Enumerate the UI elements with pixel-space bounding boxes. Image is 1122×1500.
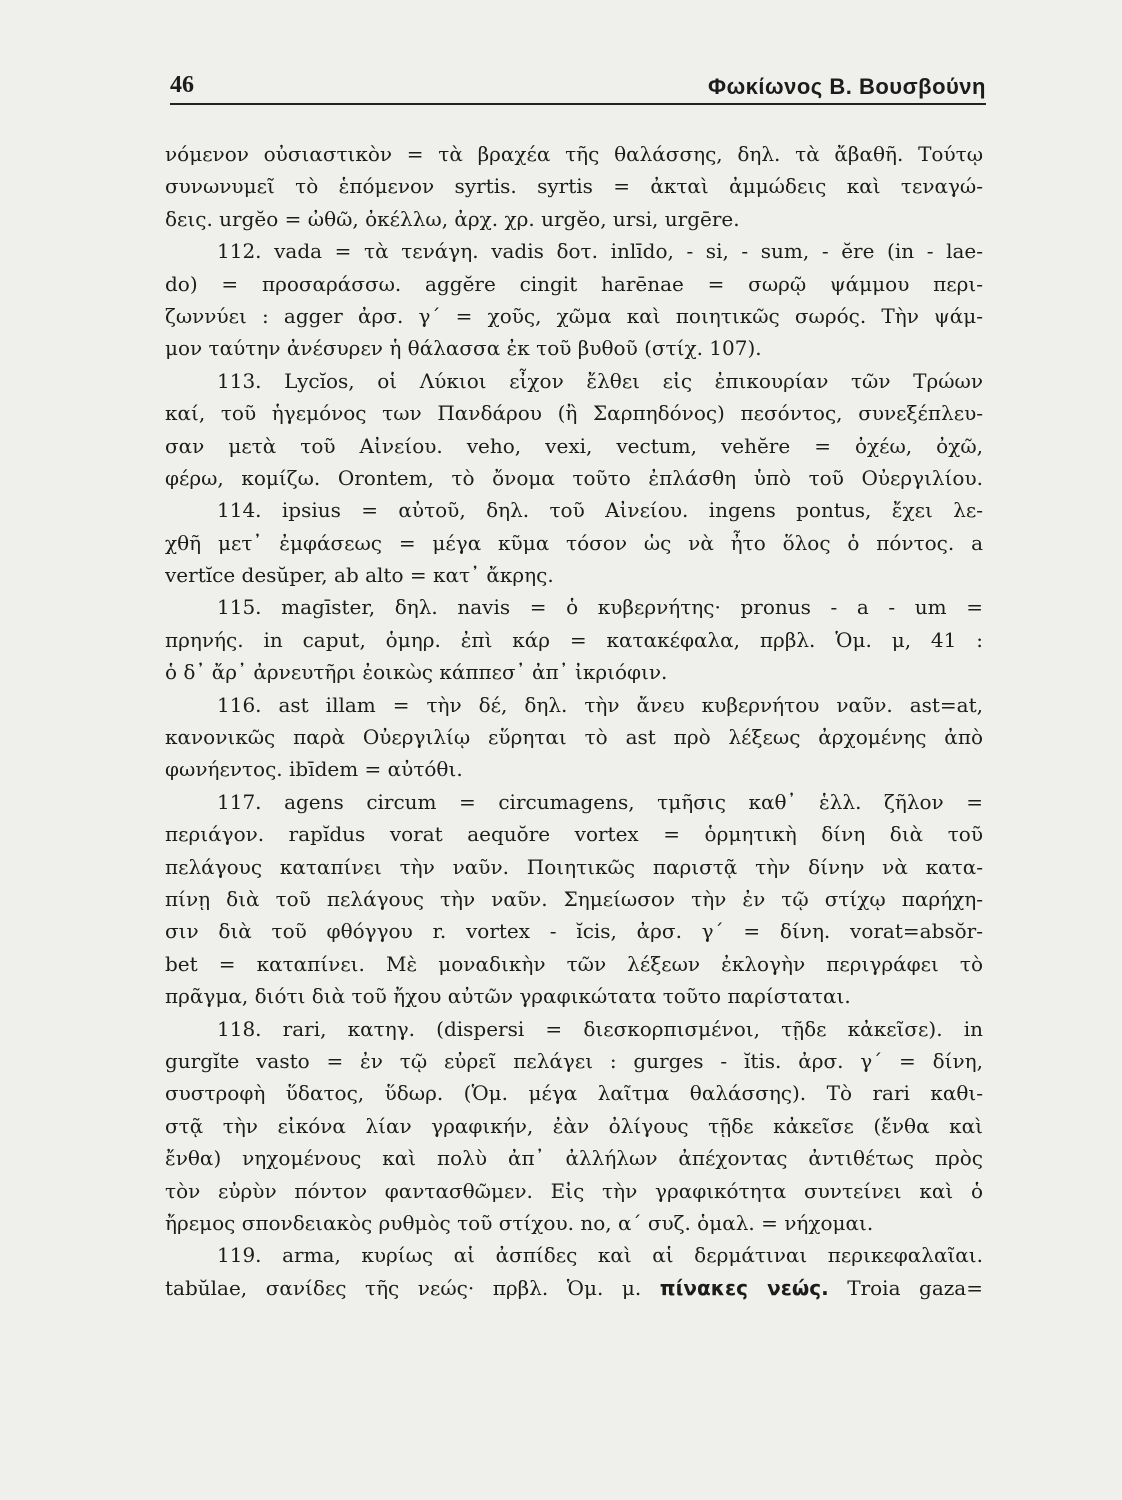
text-line: ἤρεμος σπονδειακὸς ρυθμὸς τοῦ στίχου. no, α΄ συζ. ὁμαλ. = νήχομαι. (165, 1210, 874, 1235)
text-line: περιάγον. rapĭdus vorat aequŏre vortex = ὁρμητικὴ δίνη διὰ τοῦ (165, 822, 983, 847)
paragraph-start-line: 113. Lycĭos, οἱ Λύκιοι εἶχον ἔλθει εἰς ἐπικουρίαν τῶν Τρώων (217, 368, 983, 393)
text-line: σαν μετὰ τοῦ Αἰνείου. veho, vexi, vectum, vehĕre = ὀχέω, ὀχῶ, (165, 433, 983, 458)
text-line: σιν διὰ τοῦ φθόγγου r. vortex - ĭcis, ἀρσ. γ΄ = δίνη. vorat=absŏr- (165, 919, 983, 944)
final-line-bold-phrase: πίνακες νεώς. (659, 1275, 829, 1300)
text-line: κανονικῶς παρὰ Οὐεργιλίῳ εὕρηται τὸ ast πρὸ λέξεως ἀρχομένης ἀπὸ (165, 725, 983, 750)
text-line: φωνήεντος. ibīdem = αὐτόθι. (165, 757, 463, 782)
text-line: στᾷ τὴν εἰκόνα λίαν γραφικήν, ἐὰν ὀλίγους τῇδε κἀκεῖσε (ἔνθα καὶ (165, 1113, 983, 1138)
text-line: gurgĭte vasto = ἐν τῷ εὐρεῖ πελάγει : gurges - ĭtis. ἀρσ. γ΄ = δίνη, (165, 1048, 983, 1073)
text-line: vertĭce desŭper, ab alto = κατ᾽ ἄκρης. (165, 563, 554, 588)
page-number: 46 (170, 72, 194, 98)
text-line: πρᾶγμα, διότι διὰ τοῦ ἤχου αὐτῶν γραφικώτατα τοῦτο παρίσταται. (165, 984, 851, 1009)
text-line: πελάγους καταπίνει τὴν ναῦν. Ποιητικῶς παριστᾷ τὴν δίνην νὰ κατα- (165, 854, 983, 879)
text-line-final (165, 1272, 983, 1304)
paragraph-start-line: 116. ast illam = τὴν δέ, δηλ. τὴν ἄνευ κυβερνήτου ναῦν. ast=at, (217, 692, 983, 717)
text-line: συστροφὴ ὕδατος, ὕδωρ. (Ὁμ. μέγα λαῖτμα θαλάσσης). Τὸ rari καθι- (165, 1081, 983, 1106)
text-line: συνωνυμεῖ τὸ ἑπόμενον syrtis. syrtis = ἀκταὶ ἀμμώδεις καὶ τεναγώ- (165, 174, 983, 199)
paragraph-start-line: 114. ipsius = αὐτοῦ, δηλ. τοῦ Αἰνείου. ingens pontus, ἔχει λε- (217, 498, 983, 523)
text-line: φέρω, κομίζω. Orontem, τὸ ὄνομα τοῦτο ἐπλάσθη ὑπὸ τοῦ Οὐεργιλίου. (165, 465, 983, 490)
text-line: χθῆ μετ᾽ ἐμφάσεως = μέγα κῦμα τόσον ὡς νὰ ἦτο ὅλος ὁ πόντος. a (165, 530, 983, 555)
text-line: τὸν εὐρὺν πόντον φαντασθῶμεν. Εἰς τὴν γραφικότητα συντείνει καὶ ὁ (165, 1178, 983, 1203)
paragraph-start-line: 112. vada = τὰ τενάγη. vadis δοτ. inlīdo, - si, - sum, - ĕre (in - lae- (217, 239, 983, 264)
text-line: καί, τοῦ ἡγεμόνος των Πανδάρου (ἢ Σαρπηδόνος) πεσόντος, συνεξέπλευ- (165, 401, 983, 426)
text-line: πίνῃ διὰ τοῦ πελάγους τὴν ναῦν. Σημείωσον τὴν ἐν τῷ στίχῳ παρήχη- (165, 886, 983, 911)
text-line: bet = καταπίνει. Μὲ μοναδικὴν τῶν λέξεων ἐκλογὴν περιγράφει τὸ (165, 951, 983, 976)
text-line: μον ταύτην ἀνέσυρεν ἡ θάλασσα ἐκ τοῦ βυθοῦ (στίχ. 107). (165, 336, 762, 361)
text-line: ἔνθα) νηχομένους καὶ πολὺ ἀπ᾽ ἀλλήλων ἀπέχοντας ἀντιθέτως πρὸς (165, 1146, 983, 1171)
final-line-end: Troia gaza= (847, 1275, 983, 1300)
commentary-text (165, 138, 983, 1304)
header-rule (170, 103, 986, 105)
paragraph-start-line: 118. rari, κατηγ. (dispersi = διεσκορπισμένοι, τῇδε κἀκεῖσε). in (217, 1016, 983, 1041)
paragraph-start-line: 117. agens circum = circumagens, τμῆσις καθ᾽ ἑλλ. ζῆλον = (217, 789, 983, 814)
page-header (170, 72, 986, 102)
text-line: ὁ δ᾽ ἄρ᾽ ἀρνευτῆρι ἐοικὼς κάππεσ᾽ ἀπ᾽ ἰκριόφιν. (165, 660, 668, 685)
final-line-start: tabŭlae, σανίδες τῆς νεώς· πρβλ. Ὁμ. μ. (165, 1275, 642, 1300)
paragraph-start-line: 119. arma, κυρίως αἱ ἀσπίδες καὶ αἱ δερμάτιναι περικεφαλαῖαι. (217, 1243, 983, 1268)
text-line: ζωννύει : agger ἀρσ. γ΄ = χοῦς, χῶμα καὶ ποιητικῶς σωρός. Τὴν ψάμ- (165, 303, 983, 328)
running-head: Φωκίωνος Β. Βουσβούνη (708, 74, 986, 99)
text-line: do) = προσαράσσω. aggĕre cingit harēnae = σωρῷ ψάμμου περι- (165, 271, 983, 296)
text-line: δεις. urgĕo = ὠθῶ, ὀκέλλω, ἀρχ. χρ. urgĕo, ursi, urgēre. (165, 206, 740, 231)
text-line: νόμενον οὐσιαστικὸν = τὰ βραχέα τῆς θαλάσσης, δηλ. τὰ ἄβαθῆ. Τούτῳ (165, 142, 983, 166)
text-line: πρηνής. in caput, ὁμηρ. ἐπὶ κάρ = κατακέφαλα, πρβλ. Ὁμ. μ, 41 : (165, 627, 983, 652)
paragraph-start-line: 115. magīster, δηλ. navis = ὁ κυβερνήτης· pronus - a - um = (217, 595, 983, 620)
